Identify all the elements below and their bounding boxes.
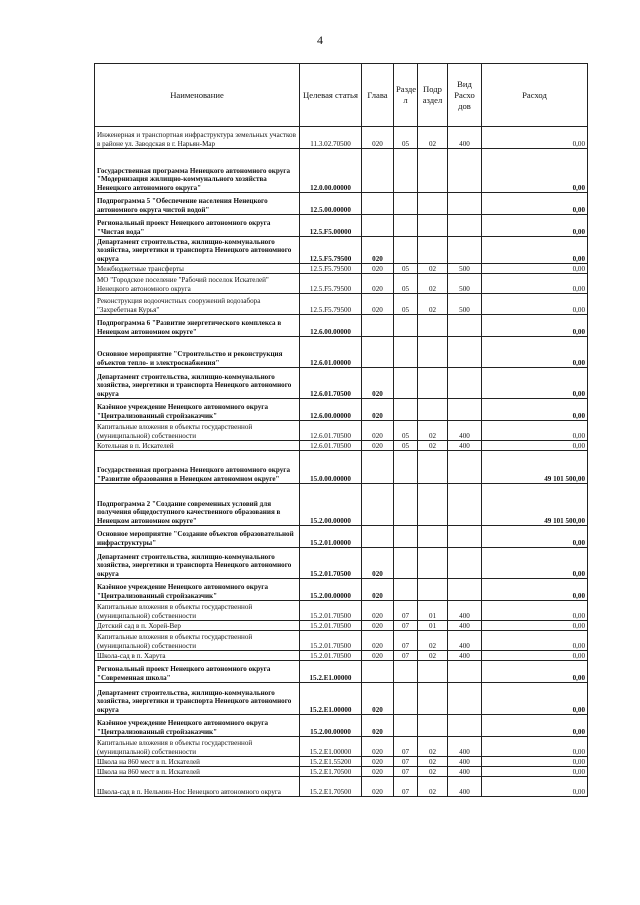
row-chapter	[362, 193, 394, 215]
row-chapter: 020	[362, 767, 394, 777]
table-row	[95, 294, 588, 315]
row-section: 07	[394, 767, 418, 777]
row-name: Школа-сад в п. Харута	[95, 651, 300, 661]
row-chapter: 020	[362, 127, 394, 149]
row-amount: 0,00	[482, 193, 588, 215]
row-subsection: 02	[418, 631, 448, 651]
table-row	[95, 368, 588, 399]
row-chapter: 020	[362, 683, 394, 715]
row-chapter: 020	[362, 579, 394, 601]
row-target: 12.6.00.00000	[300, 315, 362, 337]
row-target: 15.2.00.00000	[300, 579, 362, 601]
row-name: Котельная в п. Искателей	[95, 441, 300, 451]
row-name: Капитальные вложения в объекты государственной (муниципальной) собственности	[95, 601, 300, 621]
table-row	[95, 715, 588, 737]
table-row	[95, 399, 588, 421]
row-section	[394, 548, 418, 579]
row-chapter: 020	[362, 715, 394, 737]
row-target: 15.2.01.70500	[300, 631, 362, 651]
row-target: 12.5.F5.00000	[300, 215, 362, 237]
row-expense-type	[448, 215, 482, 237]
row-amount: 0,00	[482, 294, 588, 315]
row-chapter: 020	[362, 548, 394, 579]
row-section: 05	[394, 294, 418, 315]
row-amount: 0,00	[482, 421, 588, 441]
table-row	[95, 484, 588, 526]
row-amount: 0,00	[482, 757, 588, 767]
row-target: 15.2.01.70500	[300, 621, 362, 631]
row-target: 15.2.01.70500	[300, 651, 362, 661]
row-name: МО "Городское поселение "Рабочий поселок Искателей" Ненецкого автономного округа	[95, 274, 300, 294]
row-subsection	[418, 193, 448, 215]
row-section: 07	[394, 621, 418, 631]
row-expense-type: 400	[448, 441, 482, 451]
row-subsection	[418, 484, 448, 526]
row-subsection: 02	[418, 757, 448, 767]
row-amount: 0,00	[482, 264, 588, 274]
row-chapter: 020	[362, 631, 394, 651]
table-row	[95, 337, 588, 368]
row-name: Подпрограмма 5 "Обеспечение населения Ненецкого автономного округа чистой водой"	[95, 193, 300, 215]
row-target: 12.5.00.00000	[300, 193, 362, 215]
row-amount: 0,00	[482, 683, 588, 715]
row-amount: 0,00	[482, 315, 588, 337]
row-expense-type: 500	[448, 294, 482, 315]
row-expense-type	[448, 337, 482, 368]
row-target: 12.5.F5.79500	[300, 237, 362, 264]
row-chapter: 020	[362, 237, 394, 264]
row-section	[394, 661, 418, 683]
row-subsection	[418, 337, 448, 368]
row-section: 07	[394, 631, 418, 651]
row-subsection: 02	[418, 274, 448, 294]
row-subsection: 02	[418, 127, 448, 149]
row-name: Школа-сад в п. Нельмин-Нос Ненецкого автономного округа	[95, 777, 300, 797]
row-amount: 0,00	[482, 767, 588, 777]
row-chapter: 020	[362, 274, 394, 294]
row-chapter	[362, 315, 394, 337]
row-expense-type: 400	[448, 777, 482, 797]
row-chapter	[362, 661, 394, 683]
row-chapter: 020	[362, 421, 394, 441]
row-name: Основное мероприятие "Создание объектов образовательной инфраструктуры"	[95, 526, 300, 548]
row-name: Региональный проект Ненецкого автономного округа "Чистая вода"	[95, 215, 300, 237]
row-chapter	[362, 451, 394, 484]
row-section	[394, 451, 418, 484]
row-section: 07	[394, 777, 418, 797]
row-subsection	[418, 149, 448, 193]
row-chapter	[362, 337, 394, 368]
row-target: 15.2.01.70500	[300, 548, 362, 579]
row-amount: 0,00	[482, 777, 588, 797]
row-name: Капитальные вложения в объекты государственной (муниципальной) собственности	[95, 737, 300, 757]
row-name: Основное мероприятие "Строительство и реконструкция объектов тепло- и электроснабжения"	[95, 337, 300, 368]
row-name: Государственная программа Ненецкого автономного округа "Модернизация жилищно-коммунального хозяйства Ненецкого автономного округа"	[95, 149, 300, 193]
row-name: Департамент строительства, жилищно-коммунального хозяйства, энергетики и транспорта Ненецкого автономного округа	[95, 368, 300, 399]
budget-table	[94, 63, 588, 797]
row-chapter	[362, 526, 394, 548]
row-expense-type: 500	[448, 274, 482, 294]
row-section	[394, 526, 418, 548]
row-chapter	[362, 149, 394, 193]
row-section	[394, 368, 418, 399]
row-section	[394, 337, 418, 368]
row-target: 15.2.01.00000	[300, 526, 362, 548]
row-expense-type	[448, 368, 482, 399]
row-amount: 0,00	[482, 399, 588, 421]
row-amount: 0,00	[482, 127, 588, 149]
row-target: 12.6.01.70500	[300, 421, 362, 441]
row-section	[394, 579, 418, 601]
row-chapter	[362, 484, 394, 526]
row-expense-type	[448, 484, 482, 526]
row-section: 07	[394, 757, 418, 767]
row-section	[394, 399, 418, 421]
row-subsection	[418, 715, 448, 737]
row-subsection	[418, 661, 448, 683]
row-target: 15.2.00.00000	[300, 484, 362, 526]
row-amount: 0,00	[482, 631, 588, 651]
row-expense-type	[448, 661, 482, 683]
header-section: Разде л	[394, 64, 418, 127]
row-name: Межбюджетные трансферты	[95, 264, 300, 274]
row-section	[394, 215, 418, 237]
table-row	[95, 621, 588, 631]
row-target: 15.2.E1.00000	[300, 683, 362, 715]
row-chapter: 020	[362, 399, 394, 421]
header-chapter: Глава	[362, 64, 394, 127]
row-name: Казённое учреждение Ненецкого автономного округа "Централизованный стройзаказчик"	[95, 715, 300, 737]
row-section: 05	[394, 421, 418, 441]
row-target: 12.6.01.00000	[300, 337, 362, 368]
row-expense-type: 400	[448, 601, 482, 621]
row-chapter: 020	[362, 737, 394, 757]
row-chapter: 020	[362, 601, 394, 621]
row-subsection	[418, 526, 448, 548]
row-section: 07	[394, 651, 418, 661]
table-row	[95, 441, 588, 451]
row-target: 12.5.F5.79500	[300, 264, 362, 274]
row-section	[394, 715, 418, 737]
page-number: 4	[317, 33, 323, 47]
row-expense-type: 400	[448, 757, 482, 767]
table-row	[95, 683, 588, 715]
row-subsection: 02	[418, 441, 448, 451]
row-subsection	[418, 368, 448, 399]
row-expense-type: 400	[448, 737, 482, 757]
row-target: 15.2.E1.00000	[300, 661, 362, 683]
row-subsection: 02	[418, 264, 448, 274]
table-row	[95, 651, 588, 661]
row-chapter: 020	[362, 264, 394, 274]
row-amount: 0,00	[482, 215, 588, 237]
row-amount: 49 101 500,00	[482, 484, 588, 526]
row-name: Школа на 860 мест в п. Искателей	[95, 767, 300, 777]
row-name: Департамент строительства, жилищно-коммунального хозяйства, энергетики и транспорта Ненецкого автономного округа	[95, 683, 300, 715]
table-header-row	[95, 64, 588, 127]
table-row	[95, 777, 588, 797]
row-target: 15.2.01.70500	[300, 601, 362, 621]
row-subsection: 02	[418, 651, 448, 661]
row-target: 12.6.01.70500	[300, 441, 362, 451]
table-row	[95, 421, 588, 441]
header-name: Наименование	[95, 64, 300, 127]
row-expense-type: 500	[448, 264, 482, 274]
table-row	[95, 601, 588, 621]
row-section	[394, 193, 418, 215]
row-amount: 49 101 500,00	[482, 451, 588, 484]
table-row	[95, 451, 588, 484]
row-target: 12.6.01.70500	[300, 368, 362, 399]
row-section	[394, 237, 418, 264]
row-expense-type	[448, 193, 482, 215]
header-amount: Расход	[482, 64, 588, 127]
table-row	[95, 757, 588, 767]
row-amount: 0,00	[482, 737, 588, 757]
row-expense-type	[448, 315, 482, 337]
table-row	[95, 149, 588, 193]
row-subsection	[418, 451, 448, 484]
row-target: 15.2.E1.70500	[300, 777, 362, 797]
row-expense-type	[448, 149, 482, 193]
row-expense-type	[448, 399, 482, 421]
table-row	[95, 215, 588, 237]
row-name: Реконструкция водоочистных сооружений водозабора "Захребетная Курья"	[95, 294, 300, 315]
row-expense-type	[448, 451, 482, 484]
table-row	[95, 526, 588, 548]
row-amount: 0,00	[482, 526, 588, 548]
row-target: 15.2.E1.70500	[300, 767, 362, 777]
row-expense-type	[448, 715, 482, 737]
table-row	[95, 315, 588, 337]
row-subsection: 02	[418, 421, 448, 441]
row-subsection	[418, 315, 448, 337]
row-amount: 0,00	[482, 368, 588, 399]
table-row	[95, 274, 588, 294]
row-expense-type	[448, 548, 482, 579]
row-amount: 0,00	[482, 621, 588, 631]
row-name: Казённое учреждение Ненецкого автономного округа "Централизованный стройзаказчик"	[95, 399, 300, 421]
row-section: 05	[394, 127, 418, 149]
table-row	[95, 737, 588, 757]
table-row	[95, 579, 588, 601]
row-name: Капитальные вложения в объекты государственной (муниципальной) собственности	[95, 631, 300, 651]
row-expense-type: 400	[448, 631, 482, 651]
row-name: Департамент строительства, жилищно-коммунального хозяйства, энергетики и транспорта Ненецкого автономного округа	[95, 548, 300, 579]
row-expense-type	[448, 526, 482, 548]
row-expense-type	[448, 579, 482, 601]
row-subsection: 02	[418, 777, 448, 797]
row-amount: 0,00	[482, 441, 588, 451]
row-amount: 0,00	[482, 337, 588, 368]
row-section: 07	[394, 737, 418, 757]
row-target: 12.5.F5.79500	[300, 274, 362, 294]
row-name: Департамент строительства, жилищно-коммунального хозяйства, энергетики и транспорта Ненецкого автономного округа	[95, 237, 300, 264]
row-expense-type: 400	[448, 127, 482, 149]
row-subsection: 02	[418, 737, 448, 757]
row-subsection: 01	[418, 621, 448, 631]
row-amount: 0,00	[482, 237, 588, 264]
row-chapter	[362, 215, 394, 237]
table-body	[95, 127, 588, 797]
row-chapter: 020	[362, 441, 394, 451]
row-chapter: 020	[362, 368, 394, 399]
row-subsection	[418, 683, 448, 715]
row-amount: 0,00	[482, 548, 588, 579]
row-name: Школа на 860 мест в п. Искателей	[95, 757, 300, 767]
table-row	[95, 237, 588, 264]
row-name: Детский сад в п. Хорей-Вер	[95, 621, 300, 631]
row-name: Государственная программа Ненецкого автономного округа "Развитие образования в Ненецком автономном округе"	[95, 451, 300, 484]
row-section	[394, 315, 418, 337]
row-target: 12.6.00.00000	[300, 399, 362, 421]
table-row	[95, 193, 588, 215]
row-expense-type: 400	[448, 767, 482, 777]
row-chapter: 020	[362, 777, 394, 797]
row-target: 11.3.02.70500	[300, 127, 362, 149]
row-name: Подпрограмма 2 "Создание современных условий для получения общедоступного качественного образования в Ненецком автономном округе"	[95, 484, 300, 526]
table-row	[95, 661, 588, 683]
row-amount: 0,00	[482, 274, 588, 294]
row-expense-type	[448, 237, 482, 264]
row-section: 07	[394, 601, 418, 621]
row-section	[394, 683, 418, 715]
row-name: Казённое учреждение Ненецкого автономного округа "Централизованный стройзаказчик"	[95, 579, 300, 601]
row-section	[394, 484, 418, 526]
row-subsection: 02	[418, 767, 448, 777]
row-section: 05	[394, 441, 418, 451]
row-expense-type: 400	[448, 621, 482, 631]
row-expense-type	[448, 683, 482, 715]
row-subsection	[418, 579, 448, 601]
row-target: 12.0.00.00000	[300, 149, 362, 193]
row-chapter: 020	[362, 294, 394, 315]
row-subsection	[418, 215, 448, 237]
row-section	[394, 149, 418, 193]
row-subsection	[418, 237, 448, 264]
row-amount: 0,00	[482, 149, 588, 193]
row-subsection	[418, 548, 448, 579]
row-target: 15.2.E1.55200	[300, 757, 362, 767]
row-expense-type: 400	[448, 421, 482, 441]
row-section: 05	[394, 264, 418, 274]
table-row	[95, 127, 588, 149]
table-row	[95, 548, 588, 579]
row-target: 15.2.00.00000	[300, 715, 362, 737]
row-amount: 0,00	[482, 661, 588, 683]
row-name: Инженерная и транспортная инфраструктура земельных участков в районе ул. Заводская в г. Нарьян-Мар	[95, 127, 300, 149]
table-row	[95, 631, 588, 651]
header-subsection: Подр аздел	[418, 64, 448, 127]
row-amount: 0,00	[482, 601, 588, 621]
row-chapter: 020	[362, 757, 394, 767]
row-name: Подпрограмма 6 "Развитие энергетического комплекса в Ненецком автономном округе"	[95, 315, 300, 337]
row-amount: 0,00	[482, 579, 588, 601]
row-expense-type: 400	[448, 651, 482, 661]
row-chapter: 020	[362, 651, 394, 661]
row-name: Региональный проект Ненецкого автономного округа "Современная школа"	[95, 661, 300, 683]
row-subsection: 02	[418, 294, 448, 315]
row-amount: 0,00	[482, 715, 588, 737]
row-target: 15.2.E1.00000	[300, 737, 362, 757]
row-target: 12.5.F5.79500	[300, 294, 362, 315]
row-target: 15.0.00.00000	[300, 451, 362, 484]
row-section: 05	[394, 274, 418, 294]
row-subsection	[418, 399, 448, 421]
row-amount: 0,00	[482, 651, 588, 661]
header-target: Целевая статья	[300, 64, 362, 127]
row-name: Капитальные вложения в объекты государственной (муниципальной) собственности	[95, 421, 300, 441]
table-row	[95, 767, 588, 777]
row-chapter: 020	[362, 621, 394, 631]
header-expense-type: Вид Расхо дов	[448, 64, 482, 127]
table-row	[95, 264, 588, 274]
row-subsection: 01	[418, 601, 448, 621]
